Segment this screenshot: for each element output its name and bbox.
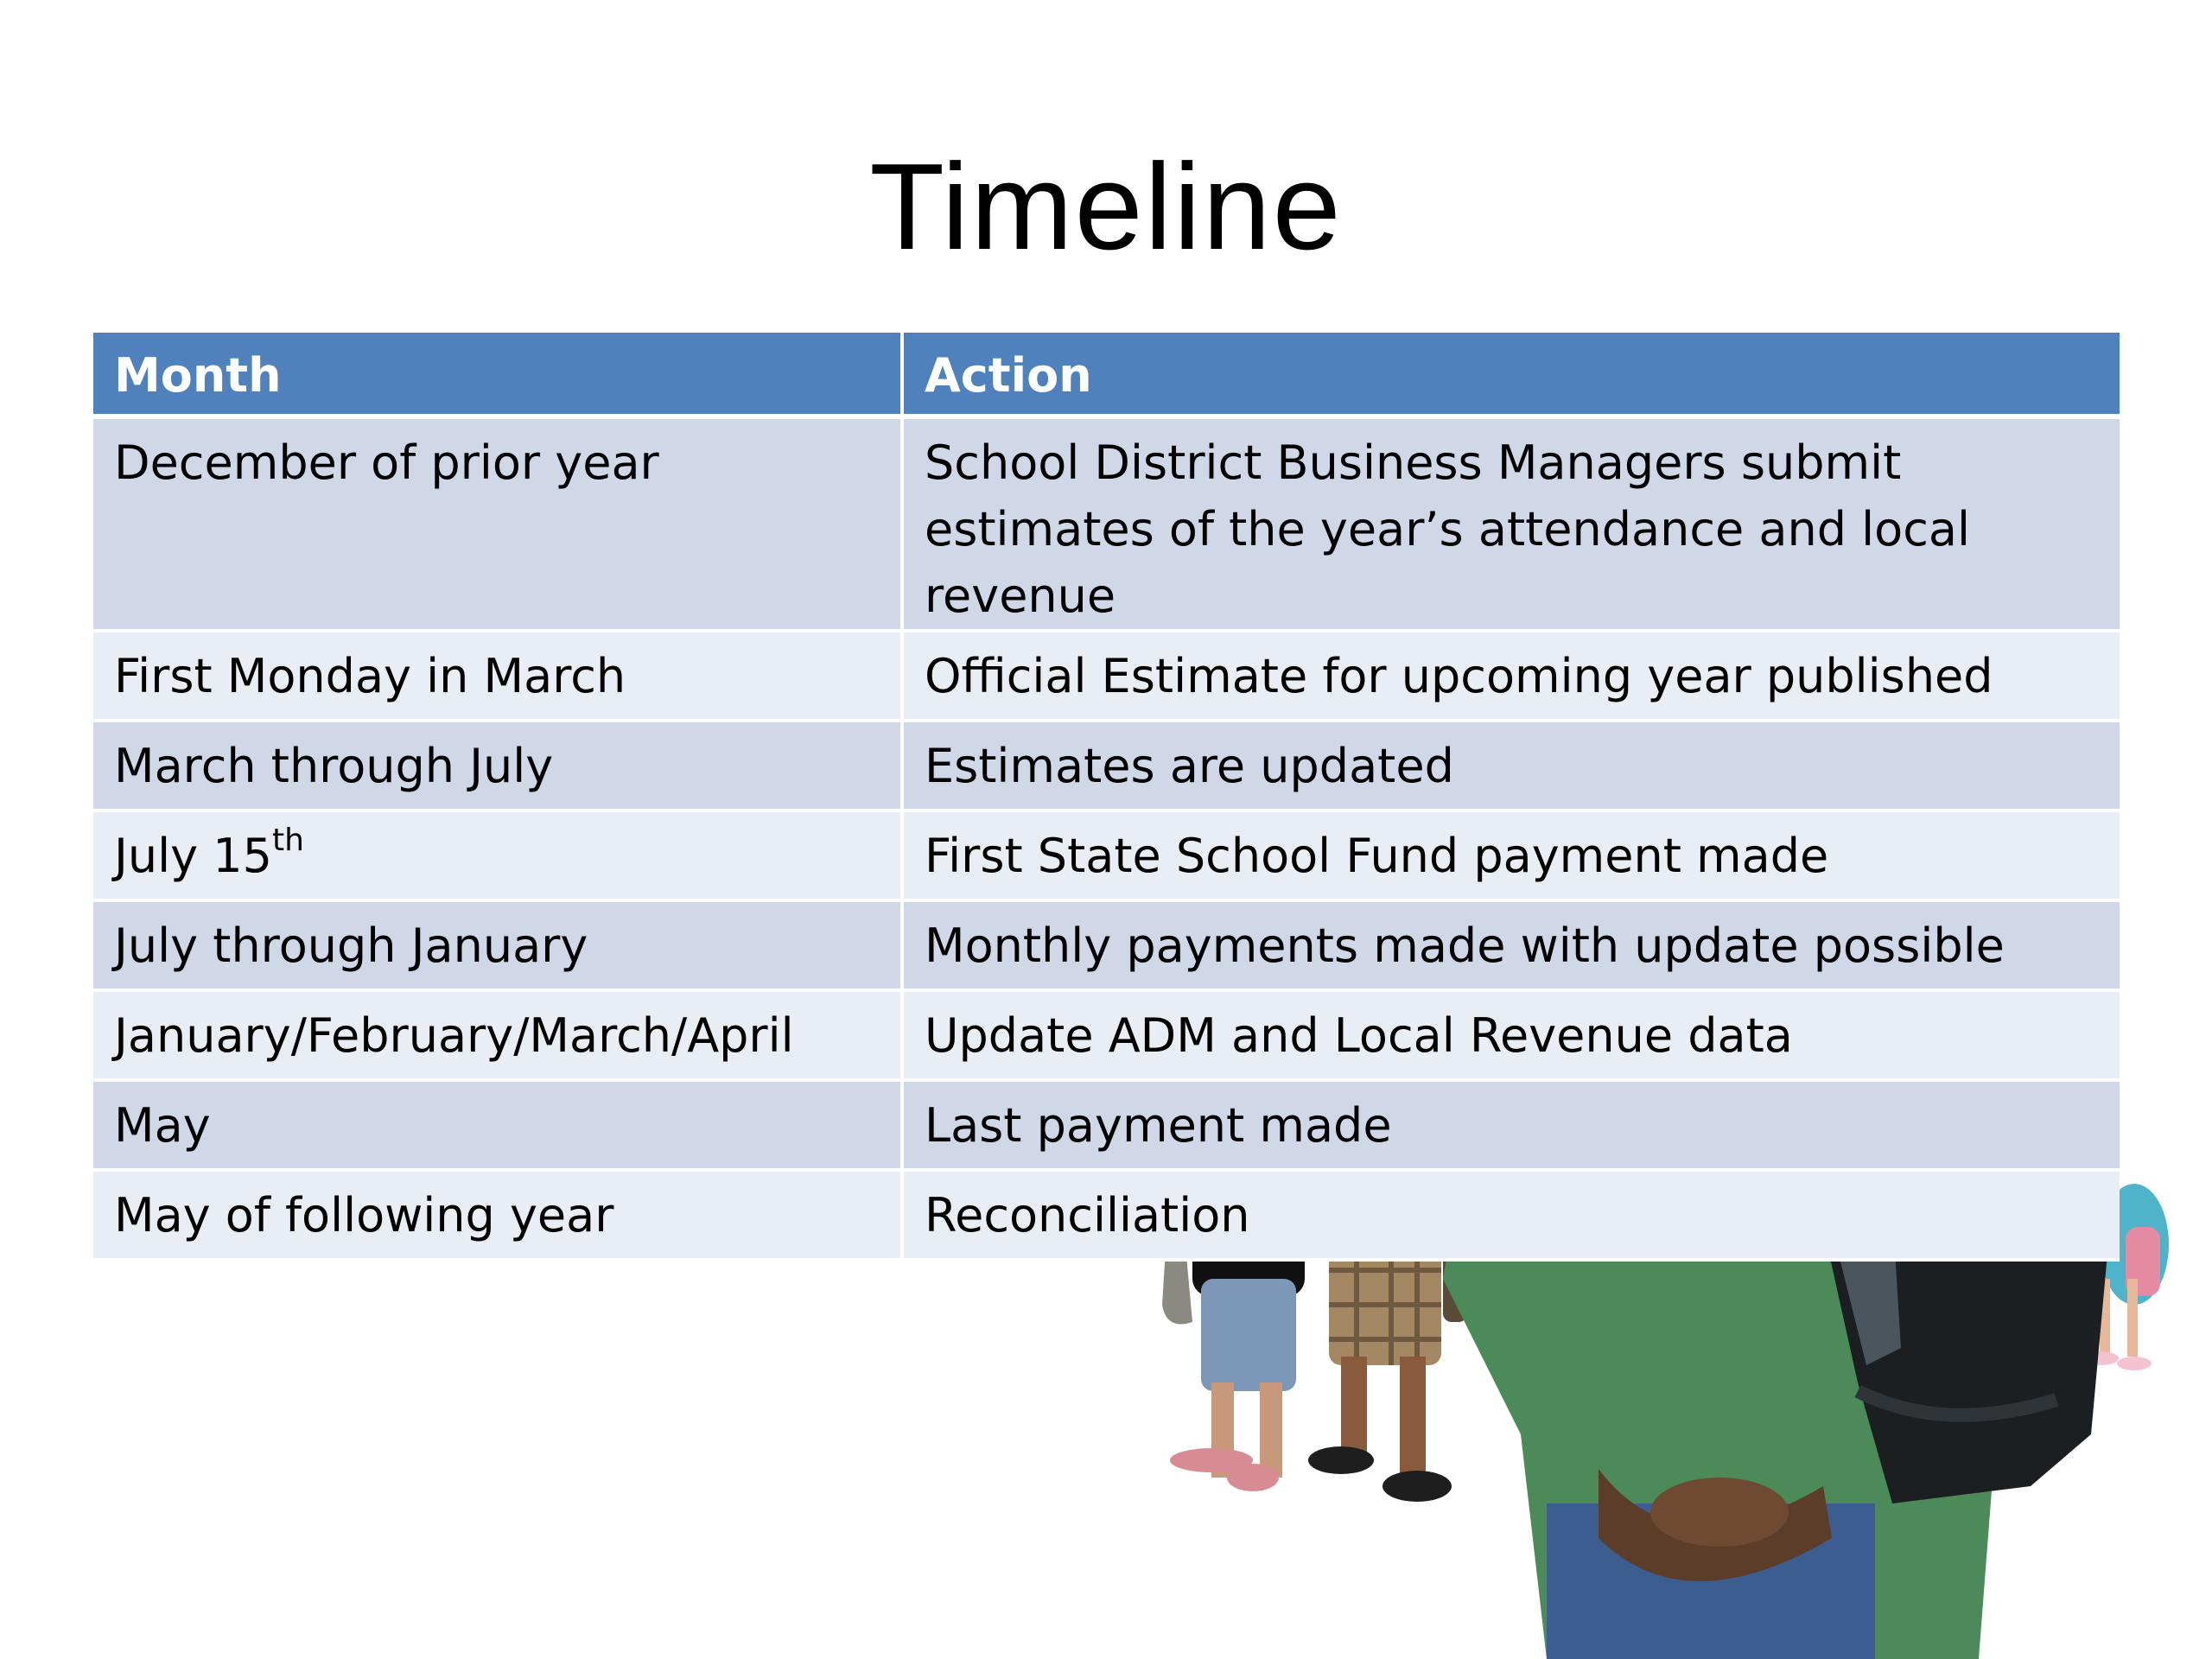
slide-title: Timeline [869, 138, 1343, 276]
table-row [93, 722, 2120, 812]
month-cell: January/February/March/April [93, 992, 904, 1082]
action-cell: Last payment made [904, 1082, 2120, 1172]
table-row [93, 1082, 2120, 1172]
header-month: Month [93, 333, 904, 419]
month-cell [93, 812, 904, 902]
header-action: Action [904, 333, 2120, 419]
month-cell: May of following year [93, 1172, 904, 1262]
month-cell: First Monday in March [93, 632, 904, 722]
action-cell: Monthly payments made with update possible [904, 902, 2120, 992]
table-header-row [93, 333, 2120, 419]
month-cell: May [93, 1082, 904, 1172]
table-row [93, 1172, 2120, 1262]
action-cell: School District Business Managers submit estimates of the year’s attendance and local revenue [904, 419, 2120, 632]
action-cell: Estimates are updated [904, 722, 2120, 812]
action-cell: Official Estimate for upcoming year published [904, 632, 2120, 722]
month-cell: March through July [93, 722, 904, 812]
table-row [93, 419, 2120, 632]
action-cell: First State School Fund payment made [904, 812, 2120, 902]
timeline-table [93, 333, 2120, 1262]
month-text: July 15 [114, 829, 272, 883]
table-row [93, 992, 2120, 1082]
month-cell: July through January [93, 902, 904, 992]
table-row [93, 812, 2120, 902]
ordinal-suffix: th [272, 823, 304, 858]
month-cell: December of prior year [93, 419, 904, 632]
action-cell: Update ADM and Local Revenue data [904, 992, 2120, 1082]
table-row [93, 902, 2120, 992]
action-cell: Reconciliation [904, 1172, 2120, 1262]
table-row [93, 632, 2120, 722]
